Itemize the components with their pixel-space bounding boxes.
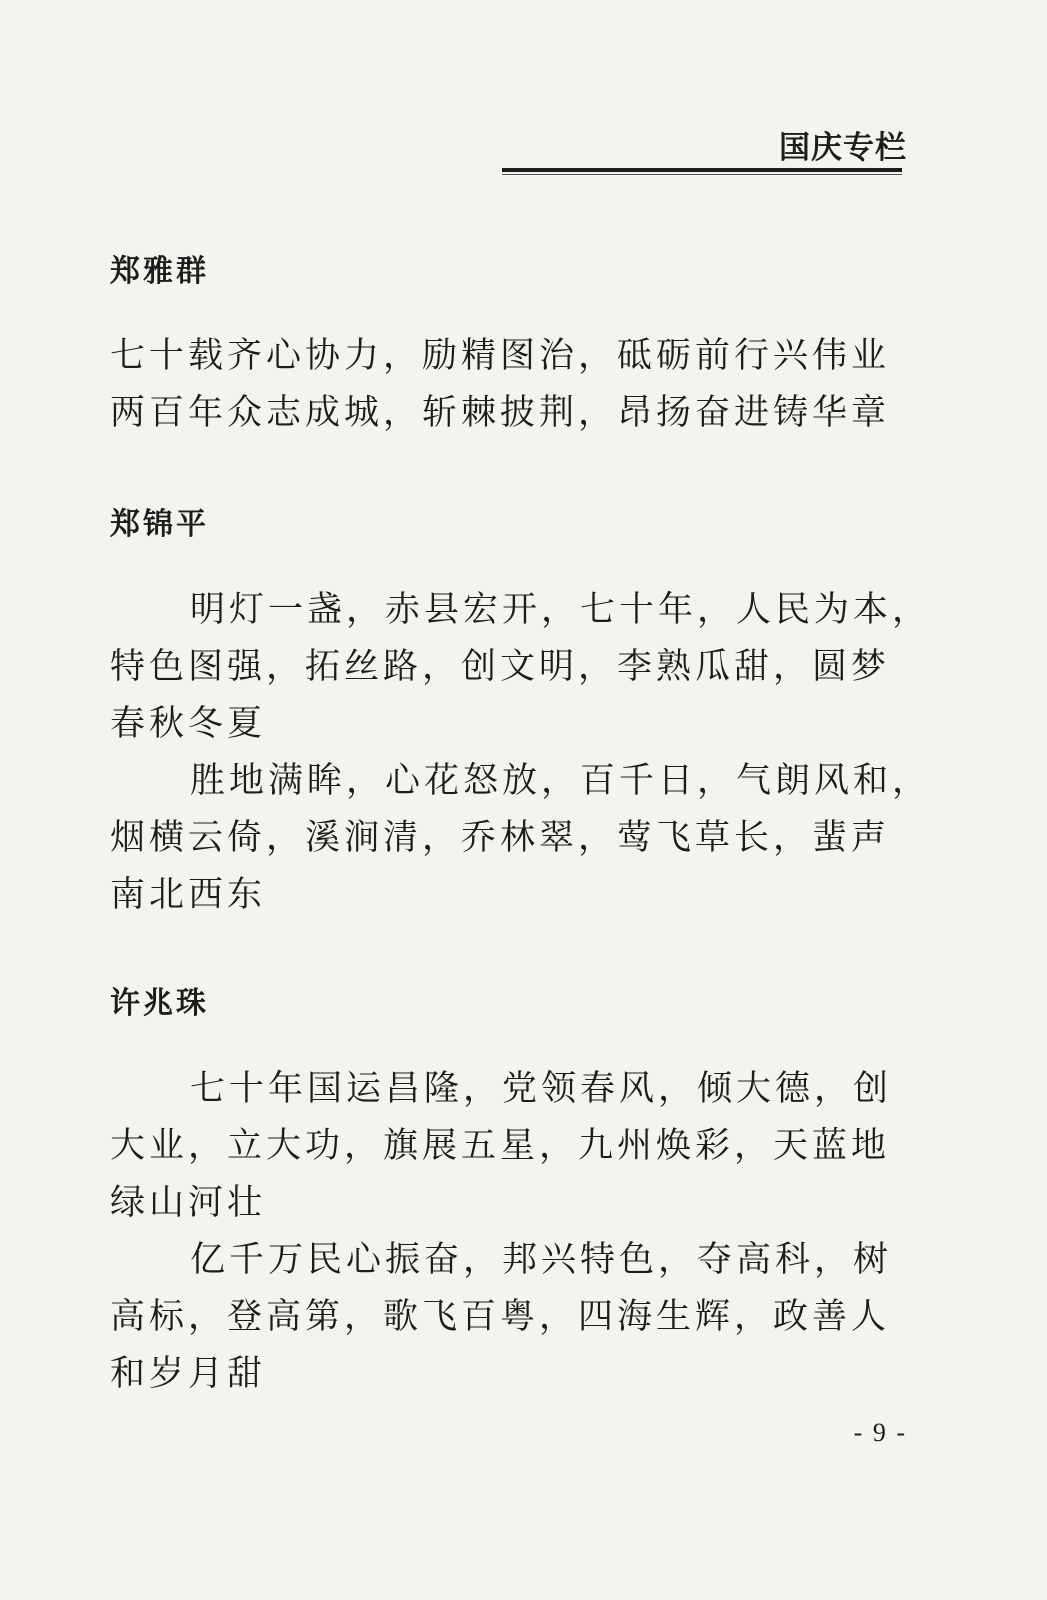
poem-line: 大业，立大功，旗展五星，九州焕彩，天蓝地 bbox=[110, 1126, 891, 1166]
header-rule bbox=[502, 168, 902, 172]
poem-line: 七十载齐心协力，励精图治，砥砺前行兴伟业 bbox=[110, 336, 891, 376]
poem-line: 亿千万民心振奋，邦兴特色，夺高科，树 bbox=[190, 1240, 893, 1280]
poem-line: 绿山河壮 bbox=[110, 1183, 267, 1223]
author-name: 郑雅群 bbox=[110, 254, 209, 289]
poem-line: 胜地满眸，心花怒放，百千日，气朗风和， bbox=[190, 761, 932, 801]
poem-line: 七十年国运昌隆，党领春风，倾大德，创 bbox=[190, 1069, 893, 1109]
poem-line: 和岁月甜 bbox=[110, 1354, 267, 1394]
author-name: 郑锦平 bbox=[110, 507, 209, 542]
poem-section-3 bbox=[110, 984, 930, 1403]
poem-line: 明灯一盏，赤县宏开，七十年，人民为本， bbox=[190, 590, 932, 630]
poem-line: 高标，登高第，歌飞百粤，四海生辉，政善人 bbox=[110, 1297, 891, 1337]
poem-line: 南北西东 bbox=[110, 875, 267, 915]
header-rule-thin bbox=[502, 174, 902, 175]
poem-section-1 bbox=[110, 252, 930, 442]
poem-line: 春秋冬夏 bbox=[110, 704, 267, 744]
poem-line: 烟横云倚，溪涧清，乔林翠，莺飞草长，蜚声 bbox=[110, 818, 891, 858]
poem-line: 特色图强，拓丝路，创文明，李熟瓜甜，圆梦 bbox=[110, 647, 891, 687]
poem-line: 两百年众志成城，斩棘披荆，昂扬奋进铸华章 bbox=[110, 393, 891, 433]
author-name: 许兆珠 bbox=[110, 986, 209, 1021]
poem-section-2 bbox=[110, 505, 930, 924]
column-header bbox=[507, 128, 907, 168]
page-number: - 9 - bbox=[853, 1418, 907, 1447]
column-title: 国庆专栏 bbox=[779, 130, 907, 166]
